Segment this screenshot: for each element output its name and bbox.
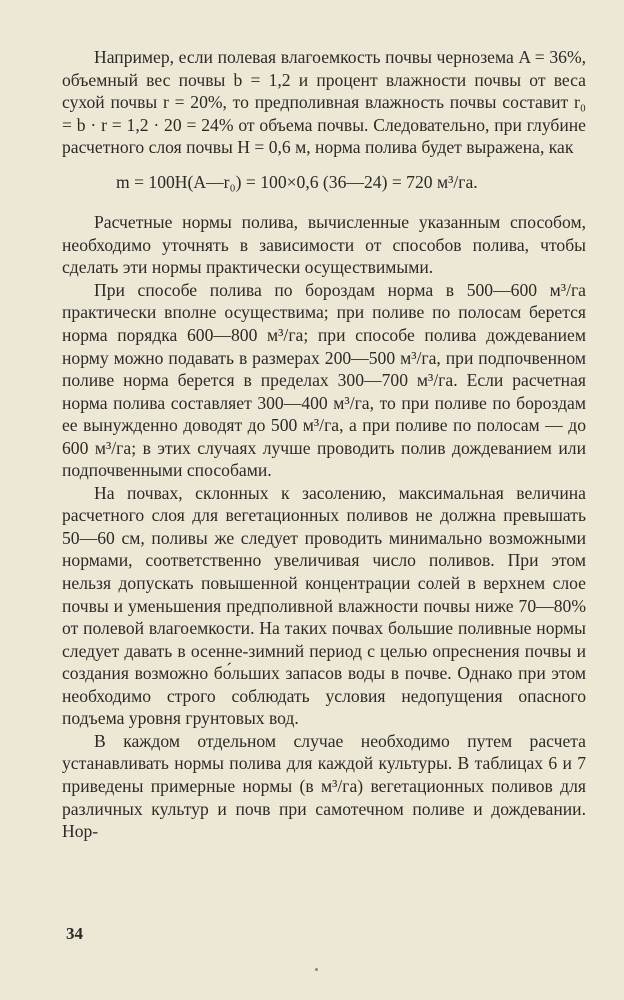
paragraph-example: Например, если полевая влагоемкость почвы чернозема A = 36%, объемный вес почвы b = 1,2 и процент влажности почвы от веса сухой почвы r = 20%, то предполивная влажность почвы составит r₀ = b · r = 1,2 · 20 = 24% от объема почвы. Следовательно, при глубине расчетного слоя почвы H = 0,6 м, норма полива будет выражена, как	[62, 47, 586, 158]
irrigation-formula: m = 100H(A—r₀) = 100×0,6 (36—24) = 720 м³/га.	[116, 171, 478, 192]
paragraph-each-case: В каждом отдельном случае необходимо путем расчета устанавливать нормы полива для каждой культуры. В таблицах 6 и 7 приведены примерные нормы (в м³/га) вегетационных поливов для различных культур и почв при самотечном поливе и дождевании. Нор-	[62, 730, 586, 842]
page-number: 34	[66, 924, 83, 943]
body-text	[62, 46, 586, 843]
print-speck	[315, 968, 318, 971]
paragraph-irrigation-methods: При способе полива по бороздам норма в 500—600 м³/га практически вполне осуществима; при поливе по полосам берется норма порядка 600—800 м³/га; при способе полива дождеванием норму можно подавать в размерах 200—500 м³/га, при подпочвенном поливе норма берется в пределах 300—700 м³/га. Если расчетная норма полива составляет 300—400 м³/га, то при поливе по бороздам ее вынужденно доводят до 500 м³/га, а при поливе по полосам — до 600 м³/га; в этих случаях лучше проводить полив дождеванием или подпочвенными способами.	[62, 279, 586, 481]
paragraph-calculated-norms: Расчетные нормы полива, вычисленные указанным способом, необходимо уточнять в зависимости от способов полива, чтобы сделать эти нормы практически осуществимыми.	[62, 212, 586, 278]
paragraph-saline-soils: На почвах, склонных к засолению, максимальная величина расчетного слоя для вегетационных поливов не должна превышать 50—60 см, поливы же следует проводить минимально возможными нормами, соответственно увеличивая число поливов. При этом нельзя допускать повышенной концентрации солей в верхнем слое почвы и уменьшения предполивной влажности почвы ниже 70—80% от полевой влагоемкости. На таких почвах большие поливные нормы следует давать в осенне-зимний период с целью опреснения почвы и создания возможно бо́льших запасов воды в почве. Однако при этом необходимо строго соблюдать условия недопущения опасного подъема уровня грунтовых вод.	[62, 482, 586, 729]
